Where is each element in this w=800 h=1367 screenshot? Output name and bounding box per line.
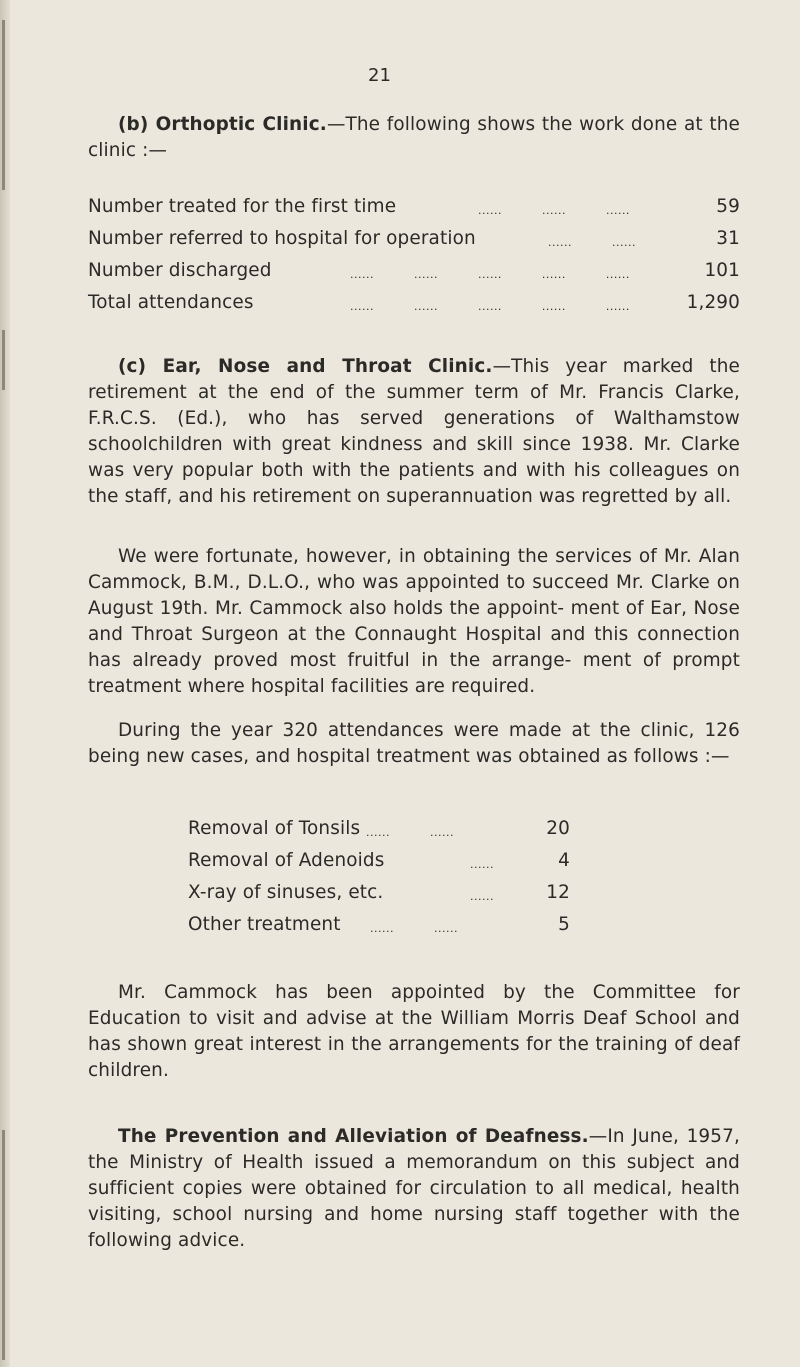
orthoptic-section bbox=[88, 112, 740, 164]
row-label: Number referred to hospital for operation bbox=[88, 228, 476, 249]
row-label: Number treated for the first time bbox=[88, 196, 397, 217]
orthoptic-heading: (b) Orthoptic Clinic. bbox=[118, 114, 327, 135]
leader-dots: ...... ...... ...... ...... ...... bbox=[350, 300, 630, 313]
orthoptic-intro: —The following shows the work done at the clinic :— bbox=[88, 114, 741, 161]
row-value: 12 bbox=[546, 882, 570, 903]
row-label: Total attendances bbox=[88, 292, 254, 313]
table-row bbox=[88, 816, 740, 848]
orthoptic-paragraph bbox=[88, 112, 740, 164]
leader-dots: ...... ...... bbox=[370, 922, 458, 935]
ent-section bbox=[88, 354, 740, 510]
table-row bbox=[88, 880, 740, 912]
deafness-text: —In June, 1957, the Ministry of Health issued a memorandum on this subject and sufficient copies were obtained for circulation to all medical, health visiting, school nursing and home nursing staff together with the following advice. bbox=[88, 1126, 740, 1251]
table-row bbox=[88, 194, 740, 226]
ent-paragraph-1 bbox=[88, 354, 740, 510]
row-label: Number discharged bbox=[88, 260, 272, 281]
row-value: 101 bbox=[704, 260, 740, 281]
row-value: 59 bbox=[716, 196, 740, 217]
spine-mark bbox=[2, 20, 5, 190]
table-row bbox=[88, 290, 740, 322]
row-label: Other treatment bbox=[188, 914, 341, 935]
row-label: Removal of Adenoids bbox=[188, 850, 385, 871]
row-value: 4 bbox=[558, 850, 570, 871]
spine-mark bbox=[2, 1130, 5, 1360]
table-row bbox=[88, 848, 740, 880]
ent-paragraph-3: During the year 320 attendances were made at the clinic, 126 being new cases, and hospital treatment was obtained as follows :— bbox=[88, 720, 740, 767]
ent-paragraph-4-block bbox=[88, 980, 740, 1084]
row-value: 1,290 bbox=[686, 292, 740, 313]
ent-paragraph-2: We were fortunate, however, in obtaining the services of Mr. Alan Cammock, B.M., D.L.O., who was appointed to succeed Mr. Clarke on August 19th. Mr. Cammock also holds the appoint- ment of Ear, Nose and Throat Surgeon at the Connaught Hospital and this connection has already proved most fruitful in the arrange- ment of prompt treatment where hospital facilities are required. bbox=[88, 546, 740, 697]
leader-dots: ...... ...... bbox=[366, 826, 454, 839]
table-row bbox=[88, 226, 740, 258]
orthoptic-table bbox=[88, 194, 740, 322]
leader-dots: ...... bbox=[470, 858, 494, 871]
deafness-section bbox=[88, 1124, 740, 1254]
ent-treatment-table bbox=[88, 816, 740, 944]
ent-paragraph-2-block bbox=[88, 544, 740, 700]
row-label: X-ray of sinuses, etc. bbox=[188, 882, 384, 903]
table-row bbox=[88, 258, 740, 290]
ent-paragraph-3-block bbox=[88, 718, 740, 770]
deafness-paragraph bbox=[88, 1124, 740, 1254]
spine-mark bbox=[2, 330, 5, 390]
leader-dots: ...... ...... bbox=[548, 236, 636, 249]
page-spine bbox=[0, 0, 10, 1367]
row-value: 31 bbox=[716, 228, 740, 249]
ent-para1-text: —This year marked the retirement at the end of the summer term of Mr. Francis Clarke, F.R.C.S. (Ed.), who has served generations of Walthamstow schoolchildren with great kindness and skill since 1938. Mr. Clarke was very popular both with the patients and with his colleagues on the staff, and his retirement on superannuation was regretted by all. bbox=[88, 356, 740, 507]
table-row bbox=[88, 912, 740, 944]
leader-dots: ...... ...... ...... ...... ...... bbox=[350, 268, 630, 281]
row-value: 5 bbox=[558, 914, 570, 935]
leader-dots: ...... bbox=[470, 890, 494, 903]
deafness-heading: The Prevention and Alleviation of Deafness. bbox=[118, 1126, 589, 1147]
leader-dots: ...... ...... ...... bbox=[478, 204, 630, 217]
ent-paragraph-4: Mr. Cammock has been appointed by the Committee for Education to visit and advise at the William Morris Deaf School and has shown great interest in the arrangements for the training of deaf children. bbox=[88, 982, 740, 1081]
page-number: 21 bbox=[368, 65, 391, 86]
row-value: 20 bbox=[546, 818, 570, 839]
row-label: Removal of Tonsils bbox=[188, 818, 361, 839]
ent-heading: (c) Ear, Nose and Throat Clinic. bbox=[118, 356, 493, 377]
